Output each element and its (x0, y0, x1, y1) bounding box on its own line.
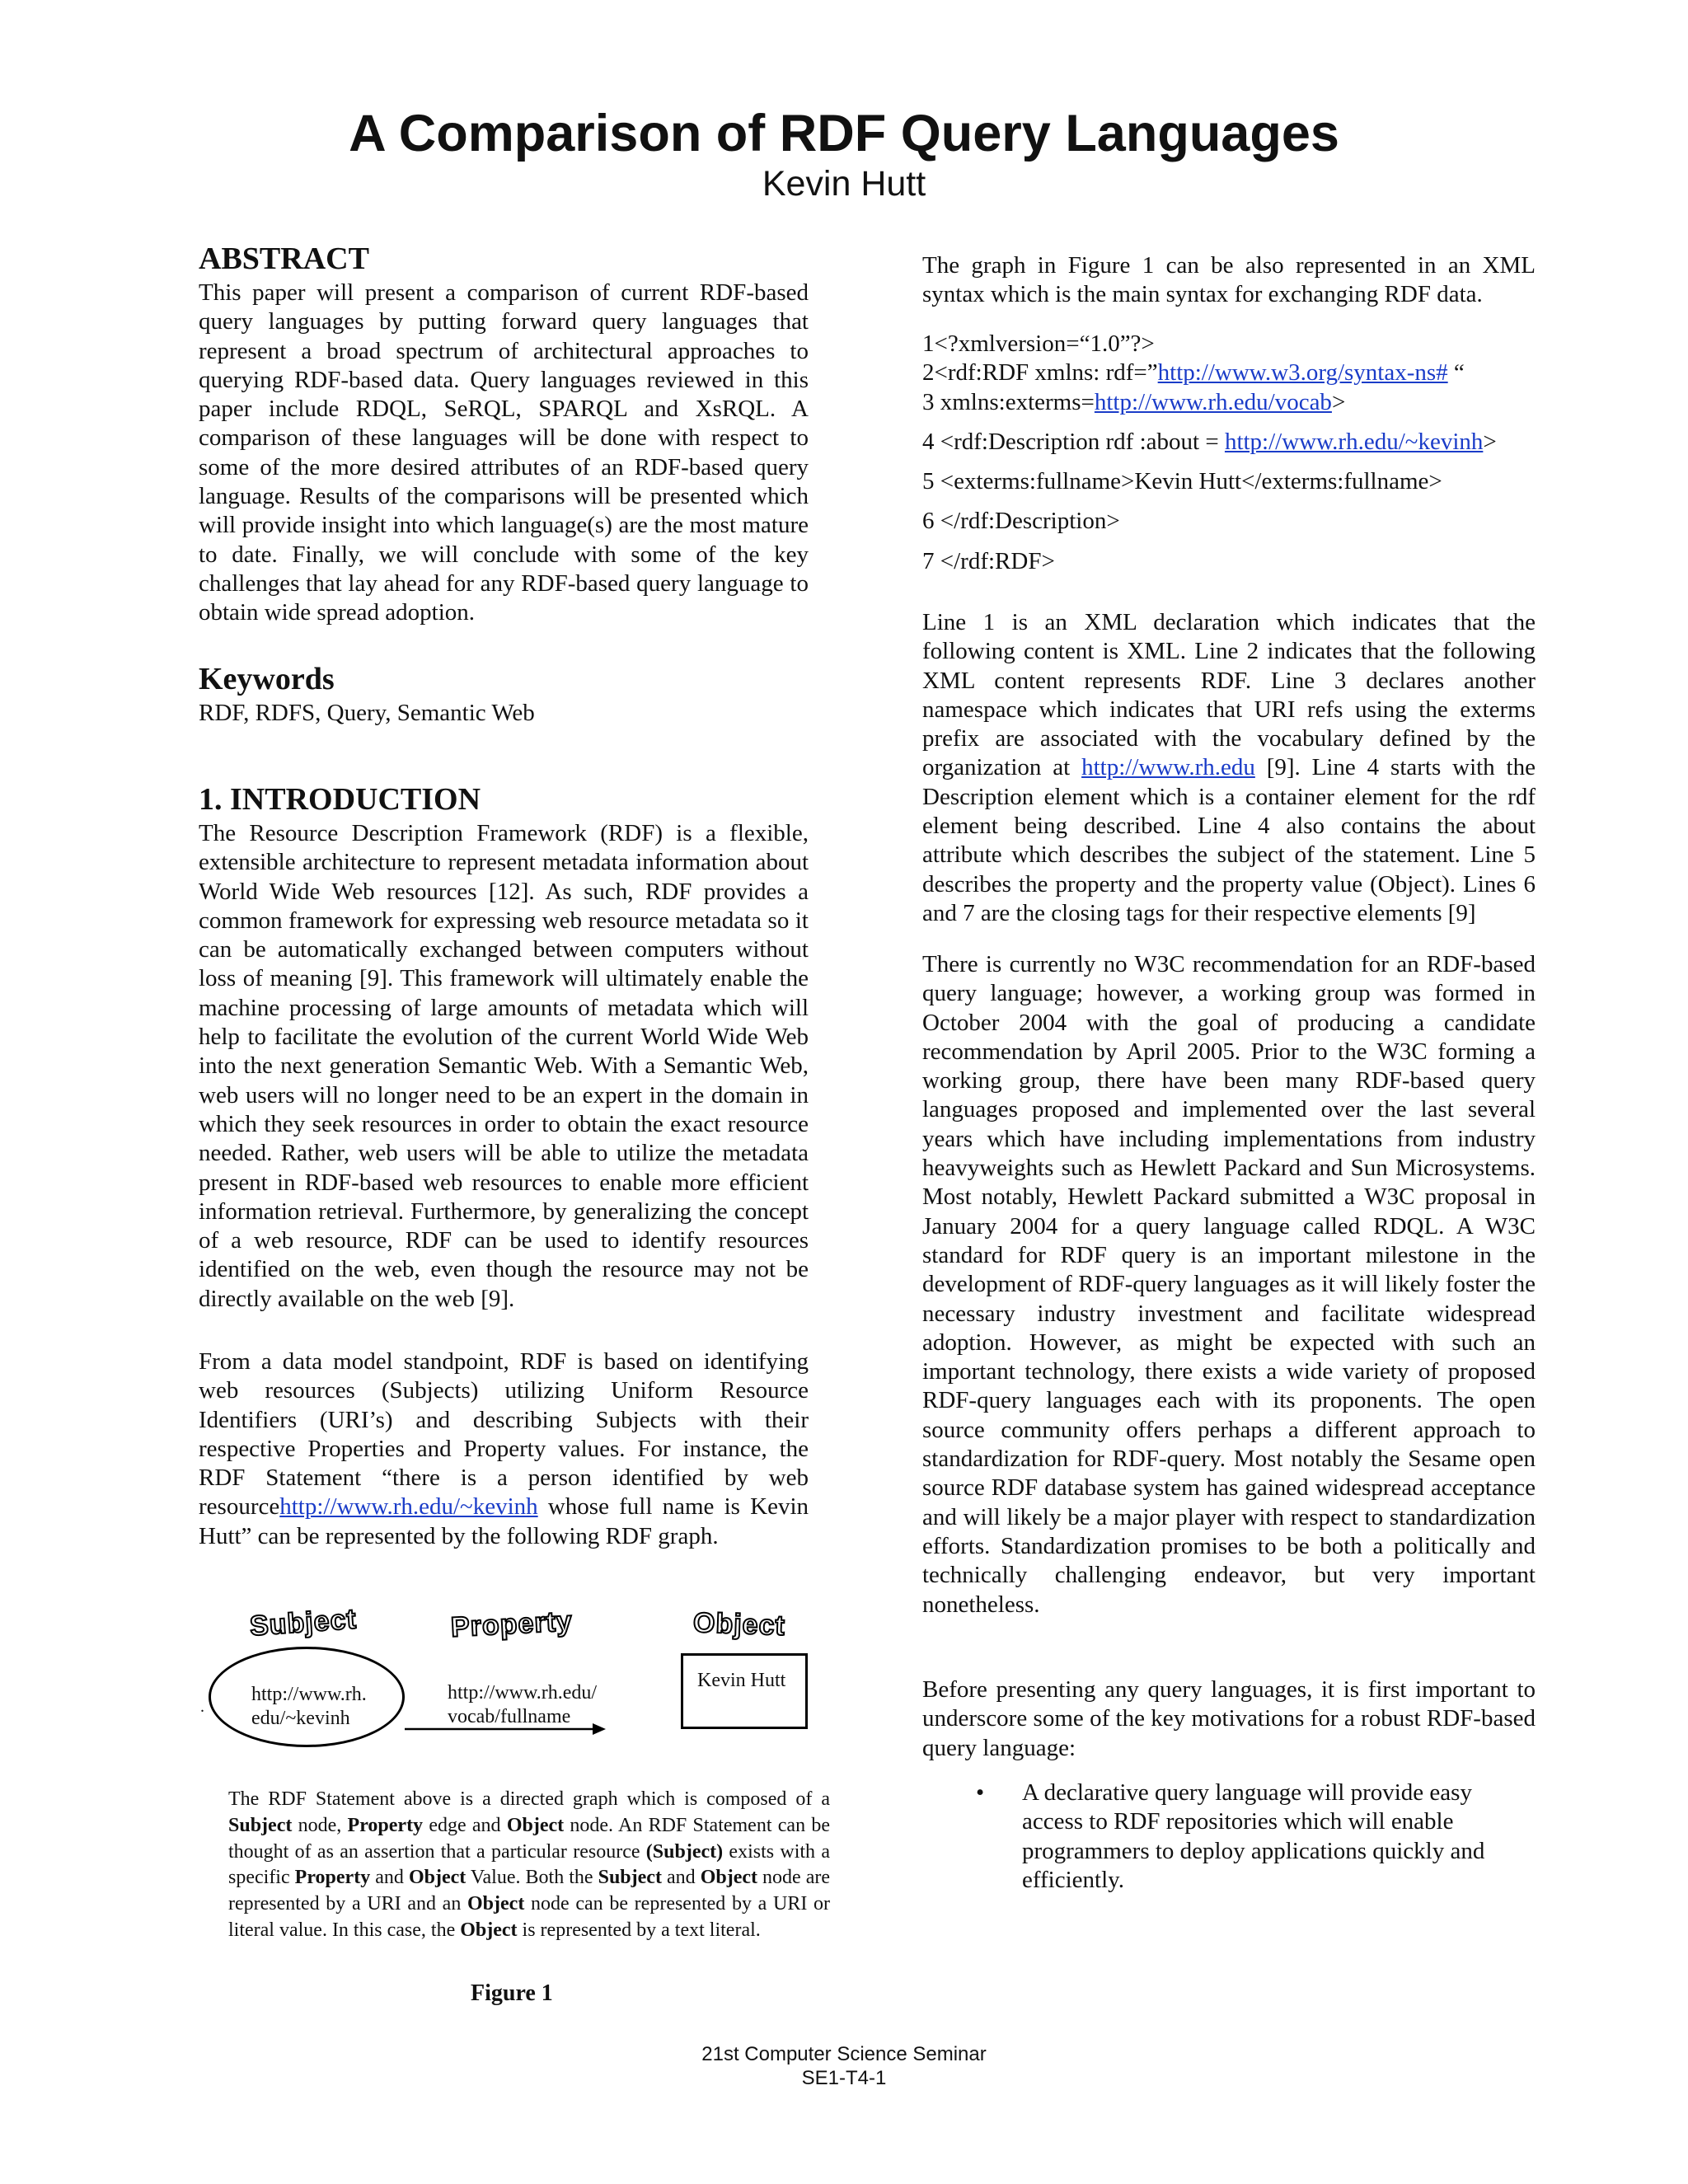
w3-syntax-link[interactable]: http://www.w3.org/syntax-ns# (1157, 359, 1448, 387)
bullet-icon: • (976, 1779, 985, 1806)
footer-seminar: 21st Computer Science Seminar (701, 2043, 987, 2065)
figure-title: Figure 1 (471, 1980, 553, 2006)
rh-vocab-link[interactable]: http://www.rh.edu/vocab (1094, 388, 1332, 415)
page-footer (0, 2042, 1688, 2090)
code-line-4: 4 <rdf:Description rdf :about = http://www.rh.edu/~kevinh> (922, 428, 1497, 455)
paragraph-text: From a data model standpoint, RDF is based on identifying web resources (Subjects) utilizing Uniform Resource Identifiers (URI’s) and describing Subjects with their respective Properties and Property values. For instance, the RDF Statement “there is a person identified by web resource (199, 1348, 809, 1521)
motivations-paragraph: Before presenting any query languages, it is first important to underscore some of the key motivations for a robust RDF-based query language: (922, 1676, 1536, 1761)
paragraph-text: whose full name is Kevin Hutt” can be represented by the following RDF graph. (199, 1493, 809, 1549)
rh-edu-link[interactable]: http://www.rh.edu (1081, 754, 1255, 781)
keywords-heading: Keywords (199, 662, 335, 696)
property-arrow (405, 1721, 606, 1737)
object-node-text: Kevin Hutt (697, 1670, 786, 1691)
footer-page-id: SE1-T4-1 (801, 2067, 887, 2089)
object-label: Object (692, 1607, 786, 1642)
stray-dot: . (200, 1698, 204, 1716)
property-edge-text: http://www.rh.edu/vocab/fullname (448, 1682, 598, 1727)
bullet-text: A declarative query language will provide easy access to RDF repositories which will enable programmers to deploy applications quickly and efficiently. (1022, 1779, 1485, 1893)
subject-label: Subject (248, 1603, 358, 1643)
code-line-1: 1<?xmlversion=“1.0”?> (922, 330, 1155, 357)
paper-title: A Comparison of RDF Query Languages (349, 105, 1339, 162)
xml-explanation-paragraph: Line 1 is an XML declaration which indicates that the following content is XML. Line 2 indicates that the following XML content represents RDF. Line 3 declares another namespace which indicates that URI refs using the exterms prefix are associated with the vocabulary defined by the organization at http://www.rh.edu [9]. Line 4 starts with the Description element which is a container element for the rdf element being described. Line 4 also contains the about attribute which describes the subject of the statement. Line 5 describes the property and the property value (Object). Lines 6 and 7 are the closing tags for their respective elements [9] (922, 609, 1536, 926)
xml-code-listing (922, 330, 1536, 576)
kevinh-link[interactable]: http://www.rh.edu/~kevinh (279, 1493, 538, 1521)
figure-caption: The RDF Statement above is a directed graph which is composed of a Subject node, Property edge and Object node. An RDF Statement can be thought of as an assertion that a particular resource (Subject) exists with a specific Property and Object Value. Both the Subject and Object node are represented by a URI and an Object node can be represented by a URI or literal value. In this case, the Object is represented by a text literal. (228, 1788, 831, 1941)
introduction-paragraph-1: The Resource Description Framework (RDF) is a flexible, extensible architecture to represent metadata information about World Wide Web resources [12]. As such, RDF provides a common framework for expressing web resource metadata so it can be automatically exchanged between computers without loss of meaning [9]. This framework will ultimately enable the machine processing of large amounts of metadata which will help to facilitate the evolution of the current World Wide Web into the next generation Semantic Web. With a Semantic Web, web users will no longer need to be an expert in the domain in which they seek resources in order to obtain the exact resource needed. Rather, web users will be able to utilize the metadata present in RDF-based web resources to enable more efficient information retrieval. Furthermore, by generalizing the concept of a web resource, RDF can be used to identify resources identified on the web, even though the resource may not be directly available on the web [9]. (199, 820, 809, 1312)
code-line-2: 2<rdf:RDF xmlns: rdf=”http://www.w3.org/syntax-ns# “ (922, 359, 1465, 387)
code-line-6: 6 </rdf:Description> (922, 508, 1120, 535)
abstract-text: This paper will present a comparison of current RDF-based query languages by putting forward query languages that represent a broad spectrum of architectural approaches to querying RDF-based data. Query languages reviewed in this paper include RDQL, SeRQL, SPARQL and XsRQL. A comparison of these languages will be done with respect to some of the more desired attributes of an RDF-based query language. Results of the comparisons will be presented which will provide insight into which language(s) are the most mature to date. Finally, we will conclude with some of the key challenges that lay ahead for any RDF-based query language to obtain wide spread adoption. (199, 279, 809, 626)
xml-intro-paragraph: The graph in Figure 1 can be also represented in an XML syntax which is the main syntax for exchanging RDF data. (922, 252, 1536, 308)
introduction-paragraph-2 (199, 1347, 809, 1551)
author-name: Kevin Hutt (762, 164, 926, 204)
code-line-5: 5 <exterms:fullname>Kevin Hutt</exterms:fullname> (922, 468, 1442, 495)
keywords-text: RDF, RDFS, Query, Semantic Web (199, 700, 535, 726)
w3c-status-paragraph: There is currently no W3C recommendation for an RDF-based query language; however, a working group was formed in October 2004 with the goal of producing a candidate recommendation by April 2005. Prior to the W3C forming a working group, there have been many RDF-based query languages proposed and implemented over the last several years which have including implementations from industry heavyweights such as Hewlett Packard and Sun Microsystems. Most notably, Hewlett Packard submitted a W3C proposal in January 2004 for a query language called RDQL. A W3C standard for RDF query is an important milestone in the development of RDF-query languages as it will likely foster the necessary industry investment and facilitate widespread adoption. However, as might be expected with such an important technology, there exists a wide variety of proposed RDF-query languages each with its proponents. The open source community offers perhaps a different approach to standardization for RDF-query. Most notably the Sesame open source RDF database system has gained widespread acceptance and will likely be a major player with respect to standardization efforts. Standardization promises to be both a politically and technically challenging endeavor, but very important nonetheless. (922, 951, 1536, 1618)
figure-1 (199, 1603, 842, 2006)
property-label: Property (450, 1605, 574, 1643)
subject-node-text: http://www.rh.edu/~kevinh (251, 1684, 367, 1729)
abstract-heading: ABSTRACT (199, 241, 369, 276)
introduction-heading: 1. INTRODUCTION (199, 782, 481, 817)
code-line-3: 3 xmlns:exterms=http://www.rh.edu/vocab> (922, 388, 1346, 415)
code-line-7: 7 </rdf:RDF> (922, 547, 1055, 574)
rh-kevinh-link[interactable]: http://www.rh.edu/~kevinh (1224, 428, 1484, 455)
